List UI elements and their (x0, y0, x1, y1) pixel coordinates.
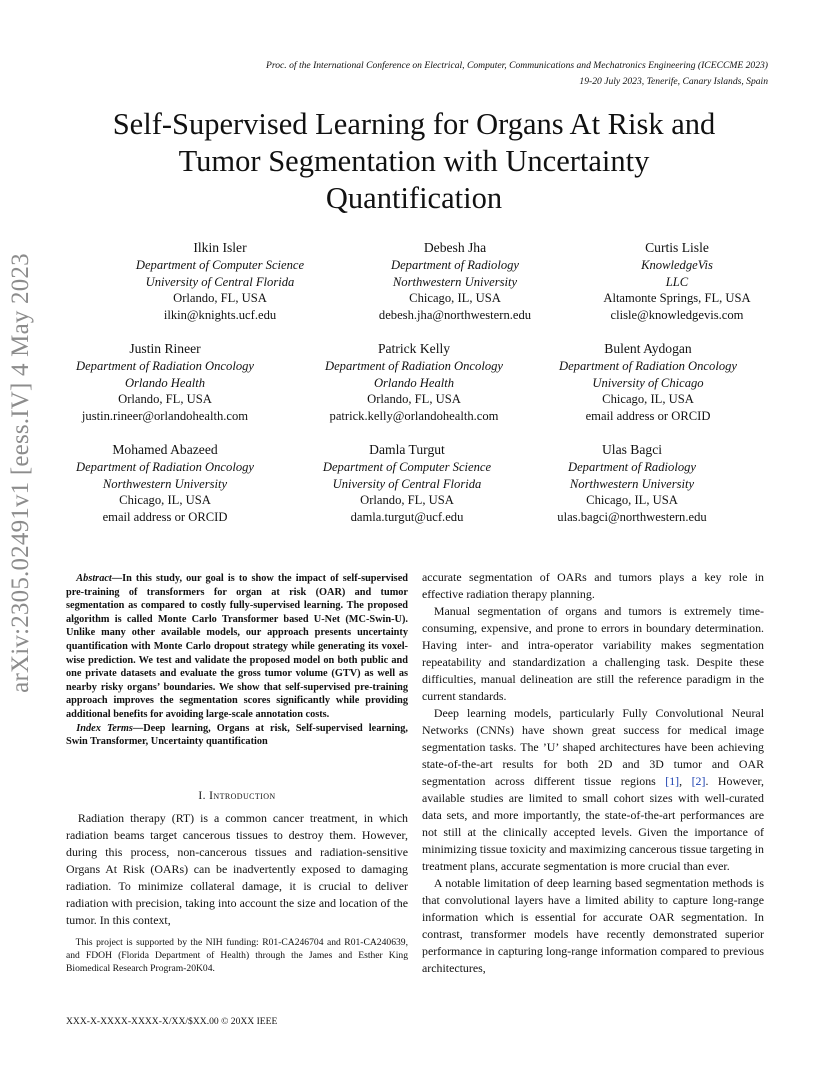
author-location: Chicago, IL, USA (409, 291, 501, 306)
index-terms-label: Index Terms (76, 722, 133, 734)
arxiv-stamp (4, 253, 38, 693)
author-block (552, 240, 802, 324)
author-department: KnowledgeVis (641, 257, 713, 272)
author-location: Altamonte Springs, FL, USA (603, 291, 751, 306)
author-contact: clisle@knowledgevis.com (610, 308, 744, 323)
author-department: Department of Radiation Oncology (324, 358, 504, 373)
conference-header-line2: 19-20 July 2023, Tenerife, Canary Islands, Spain (579, 76, 768, 87)
author-contact: email address or ORCID (102, 510, 228, 525)
abstract-paragraph (66, 572, 408, 722)
citation-link-1[interactable]: [1] (665, 774, 680, 788)
right-paragraph-2: Manual segmentation of organs and tumors is extremely time-consuming, expensive, and prone to errors in boundary determination. Having inter- and intra-operator variability makes segmentation repeatability and standardization a challenging task. Despite these difficulties, manual delineation are still the reference paradigm in the current standards. (422, 604, 764, 703)
index-terms-text: —Deep learning, Organs at risk, Self-supervised learning, Swin Transformer, Uncertainty quantification (66, 722, 408, 748)
citation-link-2[interactable]: [2] (691, 774, 706, 788)
conference-header-line1: Proc. of the International Conference on Electrical, Computer, Communications and Mechatronics Engineering (ICECCME 2023) (266, 60, 768, 71)
intro-paragraph: Radiation therapy (RT) is a common cancer treatment, in which radiation beams target cancerous tissues to destroy them. However, during this process, non-cancerous tissues and radiation-sensitive Organs At Risk (OARs) can be inadvertently exposed to damaging radiation. To minimize collateral damage, it is crucial to deliver radiation with precision, taking into account the size and location of the tumor. In this context, (66, 811, 408, 927)
title-line-3: Quantification (325, 181, 503, 215)
author-contact: patrick.kelly@orlandohealth.com (329, 409, 499, 424)
funding-footnote: This project is supported by the NIH funding: R01-CA246704 and R01-CA240639, and FDOH (Florida Department of Health) through the James and Esther King Biomedical Research Program-20K04. (66, 937, 408, 975)
arxiv-stamp-text: arXiv:2305.02491v1 [eess.IV] 4 May 2023 (7, 253, 34, 693)
author-block (95, 240, 345, 324)
author-block (289, 341, 539, 425)
right-paragraph-1: accurate segmentation of OARs and tumors plays a key role in effective radiation therapy planning. (422, 570, 764, 601)
author-department: Department of Radiology (567, 459, 697, 474)
author-block (507, 442, 757, 526)
author-location: Chicago, IL, USA (602, 392, 694, 407)
author-organization: University of Chicago (592, 375, 704, 390)
author-organization: LLC (665, 274, 689, 289)
author-organization: Orlando Health (373, 375, 455, 390)
author-location: Orlando, FL, USA (360, 493, 454, 508)
title-line-1: Self-Supervised Learning for Organs At Risk and (112, 107, 716, 141)
author-department: Department of Radiology (390, 257, 520, 272)
author-name: Mohamed Abazeed (112, 442, 218, 457)
author-contact: ilkin@knights.ucf.edu (163, 308, 277, 323)
author-name: Curtis Lisle (645, 240, 709, 255)
author-contact: justin.rineer@orlandohealth.com (81, 409, 249, 424)
author-name: Ulas Bagci (601, 442, 663, 457)
author-location: Orlando, FL, USA (118, 392, 212, 407)
author-contact: debesh.jha@northwestern.edu (378, 308, 532, 323)
intro-left-column (66, 810, 408, 929)
author-location: Chicago, IL, USA (586, 493, 678, 508)
author-department: Department of Computer Science (135, 257, 305, 272)
right-paragraph-3-text-b: . However, available studies are limited to small cohort sizes with well-curated data sets, and more importantly, the state-of-the-art performances are not still at the clinically accepted levels. Given the importance of minimizing tissue toxicity and maximizing cancerous tissue targeting in treatment plans, accurate segmentation is more crucial than ever. (422, 774, 764, 873)
author-department: Department of Computer Science (322, 459, 492, 474)
author-block (330, 240, 580, 324)
right-paragraph-4: A notable limitation of deep learning based segmentation methods is that convolutional layers have a limited ability to capture long-range information which is essential for accurate OAR segmentation. In contrast, transformer models have recently demonstrated superior performance in capturing long-range information compared to previous architectures, (422, 876, 764, 975)
author-name: Justin Rineer (129, 341, 201, 356)
citation-separator: , (679, 774, 692, 788)
author-organization: Orlando Health (124, 375, 206, 390)
author-block (523, 341, 773, 425)
right-paragraph-3-text-a: Deep learning models, particularly Fully Convolutional Neural Networks (CNNs) have shown great success for medical image segmentation tasks. The ’U’ shaped architectures have been achieving state-of-the-art results for both 2D and 3D tumor and OAR segmentation across different tissue regions (422, 706, 764, 788)
copyright-footer: XXX-X-XXXX-XXXX-X/XX/$XX.00 © 20XX IEEE (66, 1016, 278, 1027)
author-contact: damla.turgut@ucf.edu (350, 510, 464, 525)
author-block (40, 341, 290, 425)
abstract-label: Abstract (76, 573, 112, 584)
paper-title (60, 106, 768, 217)
author-department: Department of Radiation Oncology (558, 358, 738, 373)
author-organization: University of Central Florida (145, 274, 295, 289)
author-block (40, 442, 290, 526)
author-department: Department of Radiation Oncology (75, 459, 255, 474)
section-heading-introduction: I. Introduction (198, 790, 276, 802)
author-organization: Northwestern University (569, 476, 695, 491)
title-line-2: Tumor Segmentation with Uncertainty (178, 144, 650, 178)
right-column (422, 569, 764, 977)
author-location: Orlando, FL, USA (173, 291, 267, 306)
author-name: Patrick Kelly (377, 341, 451, 356)
author-organization: Northwestern University (392, 274, 518, 289)
author-department: Department of Radiation Oncology (75, 358, 255, 373)
author-name: Debesh Jha (423, 240, 487, 255)
author-block (282, 442, 532, 526)
author-organization: Northwestern University (102, 476, 228, 491)
author-organization: University of Central Florida (332, 476, 482, 491)
author-location: Chicago, IL, USA (119, 493, 211, 508)
author-contact: ulas.bagci@northwestern.edu (557, 510, 707, 525)
author-location: Orlando, FL, USA (367, 392, 461, 407)
index-terms (66, 722, 408, 749)
author-name: Ilkin Isler (193, 240, 247, 255)
author-name: Bulent Aydogan (604, 341, 692, 356)
author-name: Damla Turgut (369, 442, 445, 457)
right-paragraph-3 (422, 705, 764, 875)
author-contact: email address or ORCID (585, 409, 711, 424)
abstract-text: —In this study, our goal is to show the impact of self-supervised pre-training of transformers for organ at risk (OAR) and tumor segmentation as compared to costly fully-supervised learning. The proposed algorithm is called Monte Carlo Transformer based U-Net (MC-Swin-U). Unlike many other available models, our approach presents uncertainty quantification with Monte Carlo dropout strategy while generating its voxel-wise prediction. We test and validate the proposed model on both public and one private datasets and evaluate the gross tumor volume (GTV) as well as nearby risky organs’ boundaries. We show that self-supervised pre-training approach improves the segmentation scores significantly while providing additional benefits for avoiding large-scale annotation costs. (66, 573, 408, 720)
abstract (66, 572, 408, 749)
